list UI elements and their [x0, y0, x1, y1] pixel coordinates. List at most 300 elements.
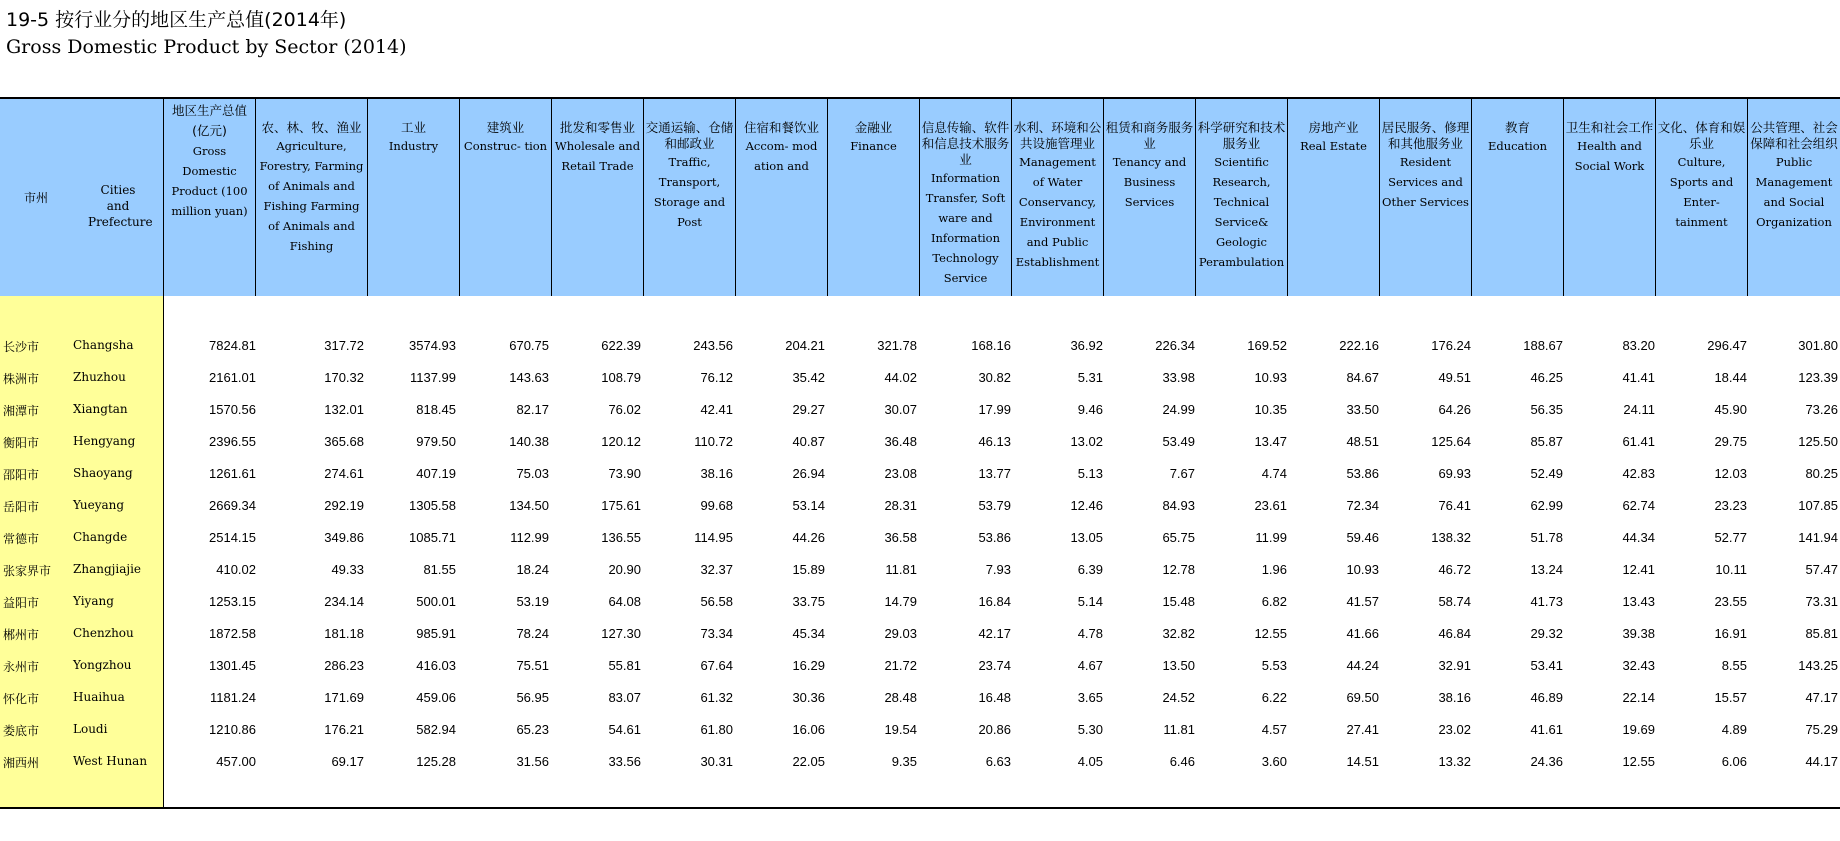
city-name-en: West Hunan: [73, 754, 148, 768]
header-cell-4: [552, 97, 644, 296]
table-cell: 56.35: [1530, 402, 1563, 417]
table-cell: 61.80: [700, 722, 733, 737]
table-cell: 10.11: [1715, 562, 1747, 577]
table-cell: 175.61: [601, 498, 641, 513]
table-cell: 17.99: [978, 402, 1011, 417]
table-cell: 84.93: [1162, 498, 1195, 513]
header-label-en: Finance: [850, 139, 897, 153]
header-cell-5: [644, 97, 736, 296]
table-cell: 457.00: [216, 754, 256, 769]
table-cell: 33.75: [792, 594, 825, 609]
table-cell: 1137.99: [409, 370, 456, 385]
table-cell: 24.99: [1162, 402, 1195, 417]
table-cell: 1.96: [1261, 562, 1287, 577]
table-cell: 45.90: [1714, 402, 1747, 417]
table-cell: 410.02: [216, 562, 256, 577]
table-cell: 1181.24: [209, 690, 256, 705]
table-cell: 12.41: [1622, 562, 1655, 577]
table-cell: 1210.86: [209, 722, 256, 737]
table-cell: 22.14: [1622, 690, 1655, 705]
table-cell: 54.61: [608, 722, 641, 737]
table-cell: 138.32: [1431, 530, 1471, 545]
table-cell: 76.02: [608, 402, 641, 417]
table-cell: 112.99: [510, 530, 549, 545]
table-cell: 46.25: [1530, 370, 1563, 385]
table-cell: 41.41: [1622, 370, 1655, 385]
table-cell: 140.38: [509, 434, 549, 449]
table-row: [0, 553, 1840, 585]
table-cell: 2514.15: [209, 530, 256, 545]
table-cell: 33.98: [1162, 370, 1195, 385]
table-cell: 3574.93: [409, 338, 456, 353]
table-cell: 76.41: [1438, 498, 1471, 513]
table-cell: 56.58: [700, 594, 733, 609]
header-label-en: Gross Domestic Product (100 million yuan): [171, 144, 248, 218]
table-cell: 12.55: [1254, 626, 1287, 641]
table-cell: 10.93: [1346, 562, 1379, 577]
table-cell: 6.82: [1261, 594, 1287, 609]
table-cell: 123.39: [1798, 370, 1838, 385]
table-row: [0, 393, 1840, 425]
table-cell: 76.12: [700, 370, 733, 385]
table-cell: 582.94: [416, 722, 456, 737]
table-row: [0, 521, 1840, 553]
table-title-en: Gross Domestic Product by Sector (2014): [6, 36, 407, 58]
table-cell: 11.99: [1255, 530, 1287, 545]
table-row: [0, 361, 1840, 393]
header-label-zh: 公共管理、社会保障和社会组织: [1750, 120, 1838, 151]
header-label-en: Management of Water Conservancy, Environment and Public Establishment: [1015, 155, 1100, 269]
header-cell-9: [1012, 97, 1104, 296]
table-cell: 14.79: [884, 594, 917, 609]
table-cell: 16.06: [792, 722, 825, 737]
header-label-en: Health and Social Work: [1574, 139, 1645, 173]
table-cell: 2161.01: [209, 370, 256, 385]
city-name-zh: 岳阳市: [3, 500, 40, 514]
table-cell: 12.03: [1714, 466, 1747, 481]
table-cell: 23.61: [1254, 498, 1287, 513]
table-cell: 53.86: [1346, 466, 1379, 481]
header-label-zh: 水利、环境和公共设施管理业: [1013, 120, 1102, 151]
header-label-en: Agriculture, Forestry, Farming of Animals and Fishing Farming of Animals and Fishing: [259, 139, 364, 253]
table-cell: 69.93: [1438, 466, 1471, 481]
table-cell: 12.78: [1162, 562, 1195, 577]
header-label-zh: 科学研究和技术服务业: [1197, 120, 1286, 151]
table-cell: 41.57: [1346, 594, 1379, 609]
table-cell: 3.65: [1077, 690, 1103, 705]
table-cell: 5.13: [1077, 466, 1103, 481]
table-cell: 41.61: [1530, 722, 1563, 737]
header-label-zh: 批发和零售业: [559, 120, 635, 135]
table-cell: 6.46: [1169, 754, 1195, 769]
table-cell: 15.48: [1162, 594, 1195, 609]
table-cell: 7824.81: [209, 338, 256, 353]
table-cell: 365.68: [324, 434, 364, 449]
table-cell: 286.23: [324, 658, 364, 673]
table-cell: 110.72: [694, 434, 733, 449]
table-cell: 120.12: [601, 434, 641, 449]
table-cell: 38.16: [700, 466, 733, 481]
table-cell: 42.83: [1622, 466, 1655, 481]
table-cell: 56.95: [516, 690, 549, 705]
header-cell-10: [1104, 97, 1196, 296]
table-cell: 59.46: [1346, 530, 1379, 545]
table-cell: 28.48: [884, 690, 917, 705]
header-label-en: Tenancy and Business Services: [1112, 155, 1187, 209]
table-cell: 16.84: [978, 594, 1011, 609]
table-cell: 84.67: [1346, 370, 1379, 385]
table-cell: 15.57: [1714, 690, 1747, 705]
table-cell: 67.64: [700, 658, 733, 673]
table-cell: 296.47: [1707, 338, 1747, 353]
table-cell: 73.26: [1805, 402, 1838, 417]
city-name-zh: 湘潭市: [3, 404, 40, 418]
table-cell: 14.51: [1346, 754, 1379, 769]
city-name-zh: 邵阳市: [3, 468, 40, 482]
table-cell: 317.72: [324, 338, 364, 353]
table-cell: 12.46: [1070, 498, 1103, 513]
table-cell: 64.26: [1438, 402, 1471, 417]
table-cell: 41.73: [1530, 594, 1563, 609]
table-cell: 83.07: [608, 690, 641, 705]
table-cell: 1872.58: [209, 626, 256, 641]
header-label-zh: 金融业: [854, 120, 893, 135]
city-name-zh: 娄底市: [3, 724, 40, 738]
table-cell: 53.86: [978, 530, 1011, 545]
city-name-zh: 常德市: [3, 532, 40, 546]
header-cell-2: [368, 97, 460, 296]
header-cell-7: [828, 97, 920, 296]
table-cell: 143.25: [1798, 658, 1838, 673]
table-cell: 58.74: [1438, 594, 1471, 609]
header-city-en: Cities and Prefecture: [88, 183, 153, 229]
header-label-zh: 房地产业: [1308, 120, 1359, 135]
table-cell: 108.79: [601, 370, 641, 385]
table-cell: 459.06: [416, 690, 456, 705]
header-label-en: Wholesale and Retail Trade: [554, 139, 641, 173]
table-cell: 7.93: [985, 562, 1011, 577]
table-cell: 35.42: [792, 370, 825, 385]
table-cell: 5.53: [1261, 658, 1287, 673]
city-name-en: Shaoyang: [73, 466, 133, 480]
table-cell: 204.21: [785, 338, 825, 353]
table-cell: 171.69: [324, 690, 364, 705]
table-cell: 818.45: [416, 402, 456, 417]
header-label-zh: 住宿和餐饮业: [743, 120, 819, 135]
table-cell: 2669.34: [209, 498, 256, 513]
table-cell: 83.20: [1622, 338, 1655, 353]
table-cell: 407.19: [416, 466, 456, 481]
table-cell: 7.67: [1169, 466, 1195, 481]
table-cell: 13.02: [1070, 434, 1103, 449]
table-cell: 99.68: [700, 498, 733, 513]
table-cell: 26.94: [792, 466, 825, 481]
header-label-en: Education: [1487, 139, 1548, 153]
table-cell: 20.86: [978, 722, 1011, 737]
table-cell: 46.13: [978, 434, 1011, 449]
header-label-zh: 地区生产总值(亿元): [171, 103, 247, 138]
header-cell-12: [1288, 97, 1380, 296]
table-cell: 4.89: [1721, 722, 1747, 737]
table-cell: 46.72: [1438, 562, 1471, 577]
header-label-en: Real Estate: [1300, 139, 1367, 153]
table-cell: 23.74: [978, 658, 1011, 673]
header-cell-16: [1656, 97, 1748, 296]
table-cell: 18.24: [516, 562, 549, 577]
table-cell: 622.39: [601, 338, 641, 353]
table-cell: 23.23: [1714, 498, 1747, 513]
header-label-en: Scientific Research, Technical Service& Geologic Perambulation: [1198, 155, 1285, 269]
table-cell: 44.26: [792, 530, 825, 545]
table-cell: 141.94: [1798, 530, 1838, 545]
table-cell: 6.06: [1721, 754, 1747, 769]
table-cell: 52.49: [1530, 466, 1563, 481]
city-name-zh: 湘西州: [3, 756, 40, 770]
header-cell-17: [1748, 97, 1840, 296]
table-cell: 65.23: [516, 722, 549, 737]
table-cell: 10.35: [1254, 402, 1287, 417]
header-label-zh: 教育: [1504, 120, 1530, 135]
table-row: [0, 457, 1840, 489]
table-cell: 292.19: [324, 498, 364, 513]
table-cell: 5.31: [1077, 370, 1103, 385]
table-cell: 127.30: [601, 626, 641, 641]
table-cell: 136.55: [601, 530, 641, 545]
table-cell: 62.99: [1530, 498, 1563, 513]
city-name-zh: 衡阳市: [3, 436, 40, 450]
header-label-zh: 建筑业: [486, 120, 525, 135]
table-cell: 143.63: [509, 370, 549, 385]
table-cell: 10.93: [1254, 370, 1287, 385]
table-cell: 39.38: [1622, 626, 1655, 641]
city-name-zh: 郴州市: [3, 628, 40, 642]
table-cell: 134.50: [509, 498, 549, 513]
table-cell: 274.61: [324, 466, 364, 481]
table-cell: 32.82: [1162, 626, 1195, 641]
table-cell: 13.32: [1438, 754, 1471, 769]
table-cell: 301.80: [1798, 338, 1838, 353]
table-cell: 222.16: [1339, 338, 1379, 353]
table-cell: 11.81: [885, 562, 917, 577]
table-cell: 69.50: [1346, 690, 1379, 705]
header-label-en: Culture, Sports and Enter- tainment: [1669, 155, 1734, 229]
header-cell-13: [1380, 97, 1472, 296]
table-cell: 30.82: [978, 370, 1011, 385]
city-name-en: Changsha: [73, 338, 134, 352]
table-cell: 234.14: [324, 594, 364, 609]
table-cell: 44.02: [884, 370, 917, 385]
table-cell: 33.50: [1346, 402, 1379, 417]
header-label-zh: 卫生和社会工作: [1565, 120, 1654, 135]
table-cell: 82.17: [516, 402, 549, 417]
table-row: [0, 329, 1840, 361]
table-cell: 13.43: [1622, 594, 1655, 609]
table-cell: 29.32: [1530, 626, 1563, 641]
table-cell: 81.55: [423, 562, 456, 577]
header-label-en: Public Management and Social Organization: [1755, 155, 1833, 229]
city-name-zh: 益阳市: [3, 596, 40, 610]
city-name-en: Zhuzhou: [73, 370, 126, 384]
table-cell: 6.63: [985, 754, 1011, 769]
table-row: [0, 649, 1840, 681]
table-cell: 46.84: [1438, 626, 1471, 641]
table-cell: 168.16: [971, 338, 1011, 353]
header-label-zh: 交通运输、仓储和邮政业: [645, 120, 734, 151]
table-cell: 188.67: [1523, 338, 1563, 353]
table-cell: 181.18: [324, 626, 364, 641]
city-name-zh: 株洲市: [3, 372, 40, 386]
table-cell: 6.39: [1077, 562, 1103, 577]
table-cell: 44.17: [1805, 754, 1838, 769]
table-cell: 13.77: [978, 466, 1011, 481]
table-cell: 176.21: [324, 722, 364, 737]
table-cell: 80.25: [1805, 466, 1838, 481]
header-cell-14: [1472, 97, 1564, 296]
header-label-en: Traffic, Transport, Storage and Post: [653, 155, 726, 229]
header-label-en: Construc- tion: [463, 139, 548, 153]
header-label-en: Information Transfer, Soft ware and Information Technology Service: [925, 171, 1006, 285]
city-name-en: Yongzhou: [73, 658, 132, 672]
header-cell-0: [164, 97, 256, 296]
city-name-en: Hengyang: [73, 434, 136, 448]
table-cell: 176.24: [1431, 338, 1471, 353]
table-cell: 53.41: [1530, 658, 1563, 673]
table-cell: 1085.71: [409, 530, 456, 545]
table-cell: 36.48: [884, 434, 917, 449]
table-cell: 44.34: [1622, 530, 1655, 545]
table-cell: 13.50: [1162, 658, 1195, 673]
table-cell: 29.75: [1714, 434, 1747, 449]
table-cell: 65.75: [1162, 530, 1195, 545]
city-name-zh: 张家界市: [3, 564, 52, 578]
header-label-en: Accom- mod ation and: [745, 139, 818, 173]
table-cell: 5.14: [1077, 594, 1103, 609]
table-cell: 5.30: [1077, 722, 1103, 737]
table-cell: 226.34: [1155, 338, 1195, 353]
table-cell: 1261.61: [209, 466, 256, 481]
table-cell: 8.55: [1721, 658, 1747, 673]
table-cell: 416.03: [416, 658, 456, 673]
table-cell: 22.05: [792, 754, 825, 769]
table-cell: 11.81: [1163, 722, 1195, 737]
table-cell: 24.36: [1530, 754, 1563, 769]
header-city-zh: 市州: [23, 191, 48, 205]
table-row: [0, 585, 1840, 617]
header-cell-8: [920, 97, 1012, 296]
table-cell: 4.67: [1077, 658, 1103, 673]
table-cell: 132.01: [324, 402, 364, 417]
table-cell: 27.41: [1346, 722, 1379, 737]
table-cell: 61.41: [1622, 434, 1655, 449]
table-cell: 75.03: [516, 466, 549, 481]
table-cell: 13.05: [1070, 530, 1103, 545]
table-cell: 52.77: [1714, 530, 1747, 545]
table-cell: 75.29: [1805, 722, 1838, 737]
table-cell: 23.02: [1438, 722, 1471, 737]
table-cell: 107.85: [1798, 498, 1838, 513]
city-name-zh: 长沙市: [3, 340, 40, 354]
table-cell: 979.50: [416, 434, 456, 449]
table-cell: 21.72: [884, 658, 917, 673]
city-name-en: Xiangtan: [73, 402, 128, 416]
table-cell: 78.24: [516, 626, 549, 641]
table-cell: 36.58: [884, 530, 917, 545]
table-cell: 75.51: [516, 658, 549, 673]
table-cell: 125.50: [1798, 434, 1838, 449]
header-label-zh: 租赁和商务服务业: [1105, 120, 1194, 151]
table-cell: 32.91: [1438, 658, 1471, 673]
header-label-en: Resident Services and Other Services: [1382, 155, 1469, 209]
table-cell: 32.43: [1622, 658, 1655, 673]
table-cell: 125.64: [1431, 434, 1471, 449]
table-cell: 19.54: [884, 722, 917, 737]
table-cell: 85.87: [1530, 434, 1563, 449]
table-cell: 45.34: [792, 626, 825, 641]
table-row: [0, 745, 1840, 777]
table-cell: 55.81: [608, 658, 641, 673]
table-cell: 24.11: [1623, 402, 1655, 417]
city-name-en: Chenzhou: [73, 626, 134, 640]
header-label-zh: 工业: [400, 120, 426, 135]
table-cell: 69.17: [331, 754, 364, 769]
table-cell: 3.60: [1261, 754, 1287, 769]
city-name-zh: 怀化市: [3, 692, 40, 706]
header-cell-1: [256, 97, 368, 296]
table-cell: 41.66: [1346, 626, 1379, 641]
table-cell: 73.90: [608, 466, 641, 481]
city-name-en: Huaihua: [73, 690, 125, 704]
table-cell: 49.51: [1438, 370, 1471, 385]
table-cell: 42.17: [978, 626, 1011, 641]
table-cell: 46.89: [1530, 690, 1563, 705]
table-cell: 29.03: [884, 626, 917, 641]
table-cell: 61.32: [700, 690, 733, 705]
city-name-en: Loudi: [73, 722, 108, 736]
table-cell: 48.51: [1346, 434, 1379, 449]
table-cell: 169.52: [1247, 338, 1287, 353]
city-name-en: Yiyang: [73, 594, 114, 608]
table-cell: 53.19: [516, 594, 549, 609]
table-cell: 243.56: [693, 338, 733, 353]
city-name-en: Yueyang: [73, 498, 125, 512]
header-label-zh: 信息传输、软件和信息技术服务业: [921, 120, 1010, 167]
table-cell: 23.08: [884, 466, 917, 481]
table-cell: 125.28: [416, 754, 456, 769]
table-row: [0, 713, 1840, 745]
table-cell: 2396.55: [209, 434, 256, 449]
table-cell: 16.29: [792, 658, 825, 673]
table-cell: 9.46: [1077, 402, 1103, 417]
city-name-zh: 永州市: [3, 660, 40, 674]
table-cell: 23.55: [1714, 594, 1747, 609]
table-cell: 62.74: [1622, 498, 1655, 513]
table-cell: 985.91: [416, 626, 456, 641]
table-cell: 20.90: [608, 562, 641, 577]
table-cell: 30.31: [700, 754, 733, 769]
table-bottom-rule: [0, 807, 1840, 809]
table-cell: 114.95: [694, 530, 733, 545]
table-cell: 13.47: [1254, 434, 1287, 449]
table-row: [0, 425, 1840, 457]
table-cell: 15.89: [792, 562, 825, 577]
table-cell: 24.52: [1162, 690, 1195, 705]
table-cell: 670.75: [509, 338, 549, 353]
header-label-zh: 居民服务、修理和其他服务业: [1381, 120, 1470, 151]
table-cell: 12.55: [1622, 754, 1655, 769]
header-label-zh: 文化、体育和娱乐业: [1657, 120, 1746, 151]
table-cell: 4.78: [1077, 626, 1103, 641]
table-cell: 53.79: [978, 498, 1011, 513]
